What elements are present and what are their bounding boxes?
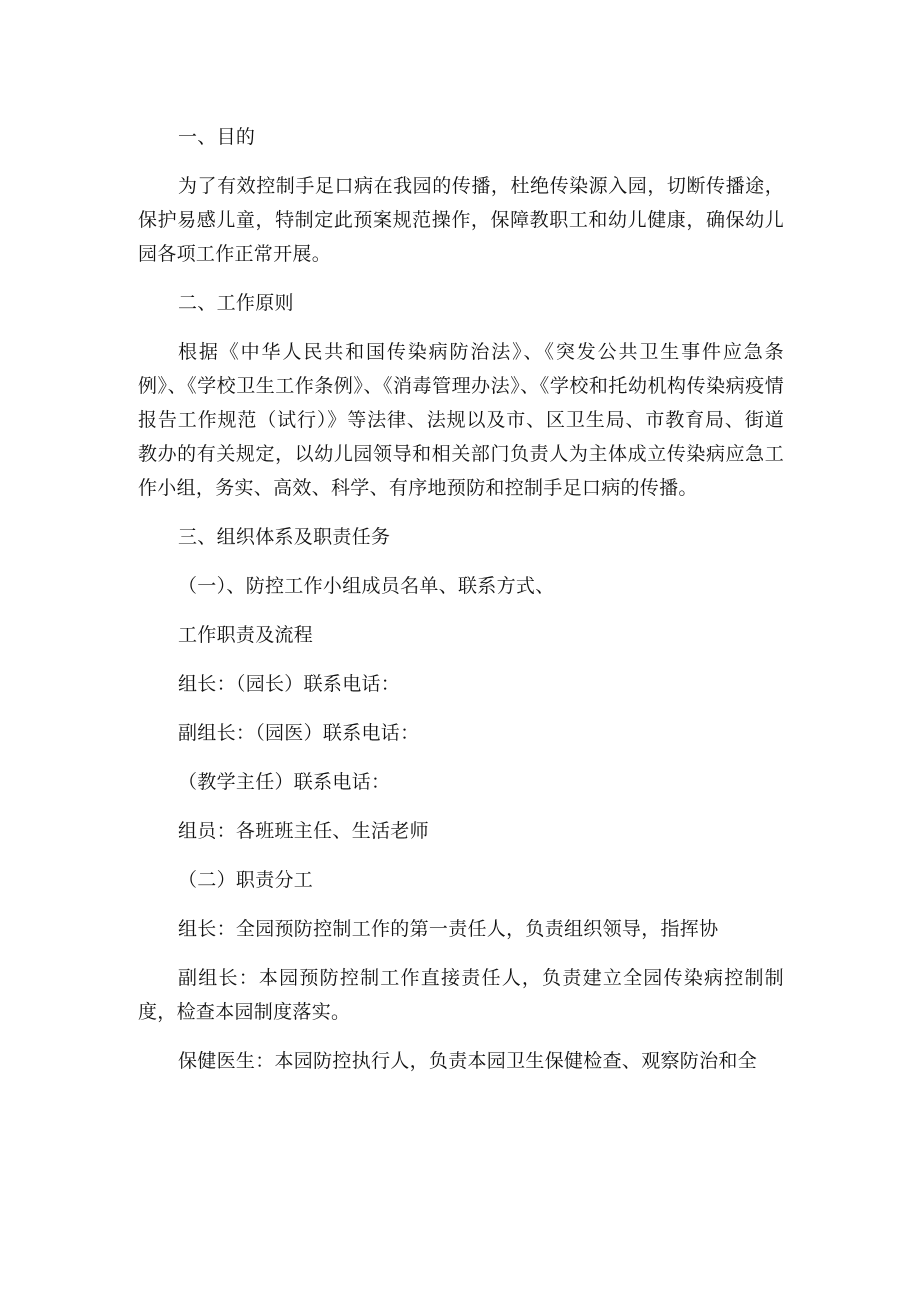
line-deputy-leader: 副组长：（园医）联系电话： xyxy=(178,722,420,744)
section-heading-principles: 二、工作原则 xyxy=(178,292,294,314)
line-workflow: 工作职责及流程 xyxy=(178,624,314,646)
subsection-heading-duties: （二）职责分工 xyxy=(178,869,314,891)
paragraph-principles: 根据《中华人民共和国传染病防治法》、《突发公共卫生事件应急条例》、《学校卫生工作条例》、《消毒管理办法》、《学校和托幼机构传染病疫情报告工作规范（试行）》等法律、法规以及市、区卫生局、市教育局、街道教办的有关规定，以幼儿园领导和相关部门负责人为主体成立传染病应急工作小组，务实、高效、科学、有序地预防和控制手足口病的传播。 xyxy=(138,341,784,499)
line-teaching-director: （教学主任）联系电话： xyxy=(178,771,391,793)
section-heading-organization: 三、组织体系及职责任务 xyxy=(178,526,391,548)
line-group-leader: 组长：（园长）联系电话： xyxy=(178,673,401,695)
paragraph-purpose: 为了有效控制手足口病在我园的传播，杜绝传染源入园，切断传播途，保护易感儿童，特制定此预案规范操作，保障教职工和幼儿健康，确保幼儿园各项工作正常开展。 xyxy=(138,175,784,265)
subsection-heading-members: （一）、防控工作小组成员名单、联系方式、 xyxy=(178,575,555,597)
duty-health-doctor: 保健医生：本园防控执行人，负责本园卫生保健检查、观察防治和全 xyxy=(178,1050,758,1072)
line-group-members: 组员：各班班主任、生活老师 xyxy=(178,820,429,842)
duty-deputy-leader: 副组长：本园预防控制工作直接责任人，负责建立全园传染病控制制度，检查本园制度落实。 xyxy=(138,967,784,1023)
section-heading-purpose: 一、目的 xyxy=(178,126,256,148)
duty-group-leader: 组长：全园预防控制工作的第一责任人，负责组织领导，指挥协 xyxy=(178,918,719,940)
document-body xyxy=(138,120,784,1078)
